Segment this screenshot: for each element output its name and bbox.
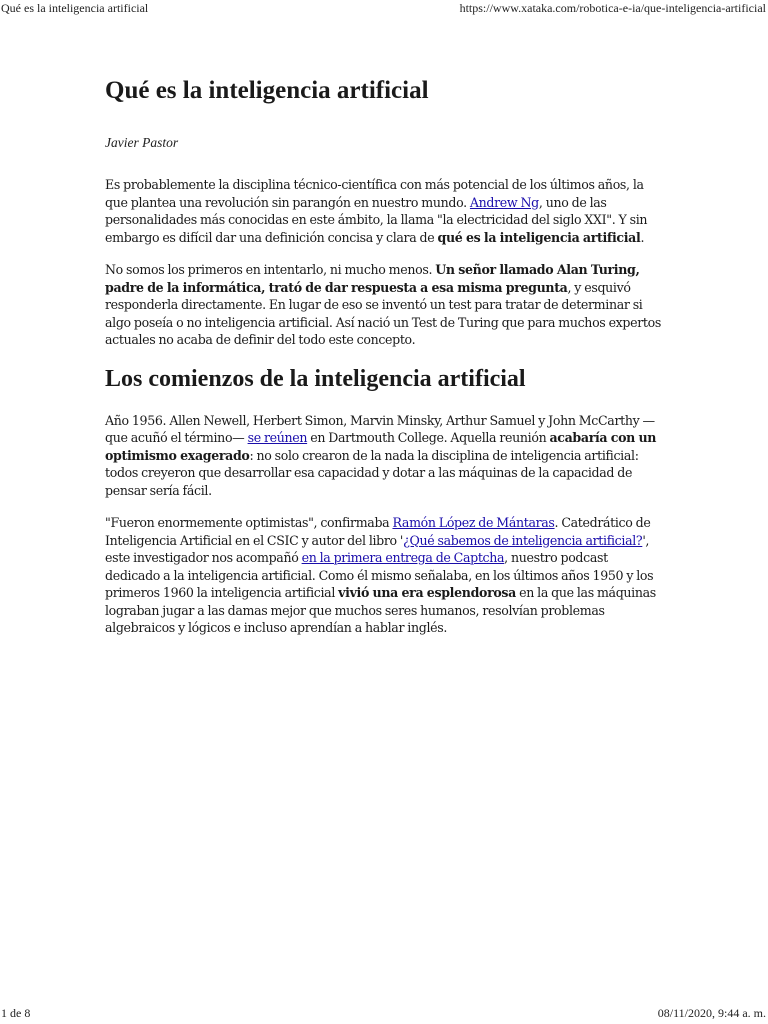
paragraph-intro: [105, 176, 665, 246]
paragraph-text: : no solo crearon de la nada la disciplina de inteligencia artificial: todos creyeron que desarrollar esa capacidad y dotar a las máquinas de la capacidad de pensar sería fácil.: [105, 447, 639, 498]
paragraph-text: , y esquivó responderla directamente. En lugar de eso se inventó un test para tratar de determinar si algo poseía o no inteligencia artificial. Así nació un Test de Turing que para muchos expertos actuales no acaba de definir del todo este concepto.: [105, 279, 661, 347]
print-timestamp: 08/11/2020, 9:44 a. m.: [657, 1006, 766, 1020]
page-indicator: 1 de 8: [1, 1006, 31, 1020]
paragraph-text: ', este investigador nos acompañó: [105, 532, 650, 565]
print-header: [0, 1, 768, 17]
paragraph-text: , uno de las personalidades más conocidas en este ámbito, la llama "la electricidad del siglo XXI". Y sin embargo es difícil dar una definición concisa y clara de: [105, 194, 648, 245]
paragraph-text: No somos los primeros en intentarlo, ni mucho menos.: [105, 262, 436, 277]
link-andrew-ng[interactable]: Andrew Ng: [469, 194, 539, 210]
paragraph-text: "Fueron enormemente optimistas", confirmaba: [105, 515, 393, 530]
paragraph-dartmouth: [105, 412, 665, 500]
paragraph-text: , nuestro podcast dedicado a la inteligencia artificial. Como él mismo señalaba, en los últimos años 1950 y los primeros 1960 la inteligencia artificial: [105, 550, 654, 600]
link-se-reunen[interactable]: se reúnen: [247, 430, 308, 445]
link-ramon-lopez-de-mantaras[interactable]: Ramón López de Mántaras: [392, 515, 555, 530]
link-primera-entrega-captcha[interactable]: en la primera entrega de Captcha: [301, 550, 505, 565]
paragraph-text: en la que las máquinas lograban jugar a las damas mejor que muchos seres humanos, resolvían problemas algebraicos y lógicos e incluso aprendían a hablar inglés.: [105, 585, 656, 635]
print-footer: [0, 1006, 768, 1022]
paragraph-text: . Catedrático de Inteligencia Artificial en el CSIC y autor del libro ': [105, 515, 651, 548]
paragraph-text: Año 1956. Allen Newell, Herbert Simon, Marvin Minsky, Arthur Samuel y John McCarthy —que acuñó el término—: [105, 412, 655, 445]
print-header-url: https://www.xataka.com/robotica-e-ia/que-inteligencia-artificial: [459, 1, 766, 15]
section-heading: Los comienzos de la inteligencia artificial: [105, 365, 526, 392]
bold-text: Un señor llamado Alan Turing, padre de la informática, trató de dar respuesta a esa misma pregunta: [105, 262, 640, 295]
article-author: Javier Pastor: [105, 135, 179, 150]
paragraph-text: en Dartmouth College. Aquella reunión: [307, 430, 550, 445]
paragraph-text: Es probablemente la disciplina técnico-científica con más potencial de los últimos años, la que plantea una revolución sin parangón en nuestro mundo.: [105, 177, 644, 210]
bold-text: vivió una era esplendorosa: [338, 585, 516, 600]
paragraph-turing: [105, 261, 665, 349]
bold-text: acabaría con un optimismo exagerado: [105, 430, 657, 463]
article-title: Qué es la inteligencia artificial: [105, 77, 429, 104]
paragraph-text: .: [640, 229, 645, 245]
bold-text: qué es la inteligencia artificial: [437, 229, 641, 245]
print-header-title: Qué es la inteligencia artificial: [1, 1, 149, 15]
article: [105, 74, 665, 637]
paragraph-mantaras: [105, 514, 665, 637]
link-que-sabemos-de-ia[interactable]: ¿Qué sabemos de inteligencia artificial?: [403, 532, 643, 548]
